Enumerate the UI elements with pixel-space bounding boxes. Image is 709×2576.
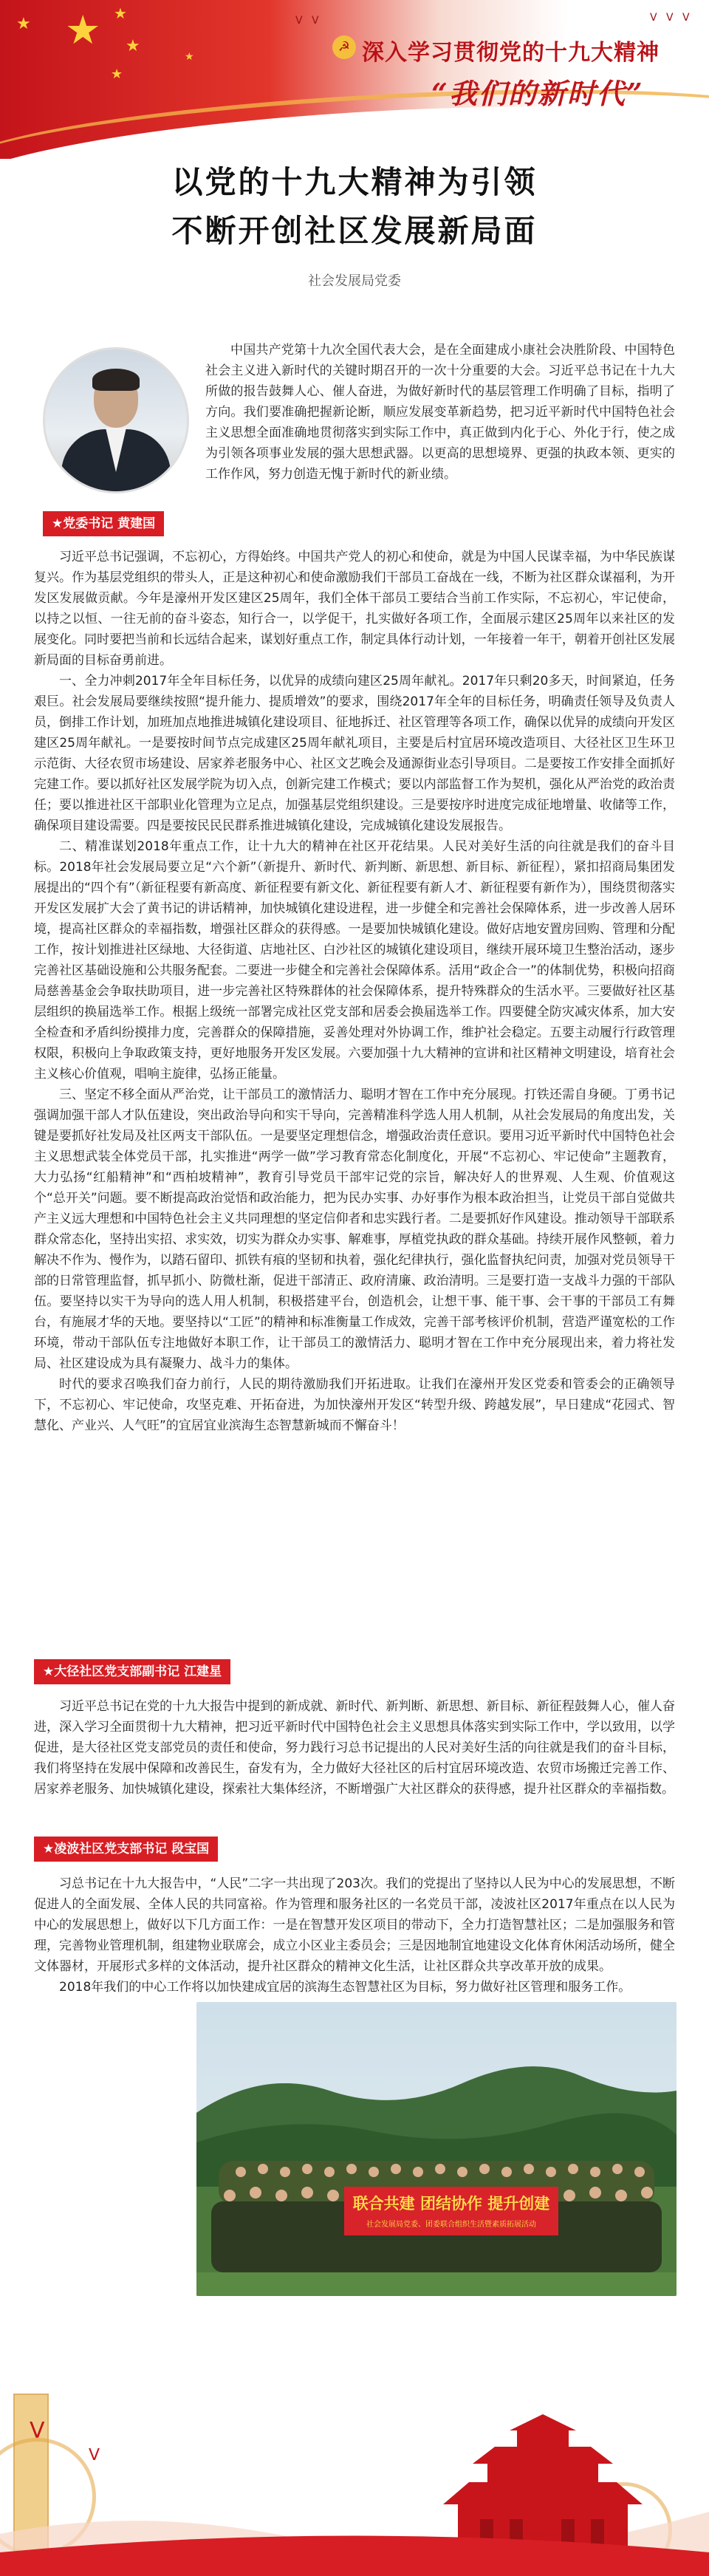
birds-icon: ᐯ bbox=[30, 2418, 45, 2444]
section-tag-dajing: ★大径社区党支部副书记 江建星 bbox=[34, 1659, 230, 1684]
section-1-body bbox=[34, 547, 675, 1436]
star-icon: ★ bbox=[185, 51, 194, 63]
photo-banner-subtext: 社会发展局党委、团委联合组织生活暨素质拓展活动 bbox=[366, 2221, 536, 2229]
flying-birds-icon: ᐯ ᐯ ᐯ bbox=[650, 12, 693, 24]
paragraph: 习近平总书记强调，不忘初心，方得始终。中国共产党人的初心和使命，就是为中国人民谋幸福，为中华民族谋复兴。作为基层党组织的带头人，正是这种初心和使命激励我们干部员工奋战在一线，不断为社区群众谋福利，为开发区发展做贡献。今年是濠州开发区建区25周年，我们全体干部员工要结合当前工作实际，不忘初心，牢记使命，以持之以恒、一往无前的奋斗姿态，知行合一，以学促干，扎实做好各项工作，全面展示建区25周年以来社区的发展变化。同时要把当前和长远结合起来，谋划好重点工作，制定具体行动计划，一年接着一年干，朝着开创社区发展新局面的目标奋勇前进。 bbox=[34, 550, 675, 668]
star-icon: ★ bbox=[16, 15, 31, 33]
banner-title: 深入学习贯彻党的十九大精神 bbox=[362, 40, 660, 66]
paragraph: 三、坚定不移全面从严治党，让干部员工的激情活力、聪明才智在工作中充分展现。打铁还需自身硬。丁勇书记强调加强干部人才队伍建设，突出政治导向和实干导向，完善精准科学选人用人机制，从社会发展局的角度出发，关键是要抓好社发局及社区两支干部队伍。一是要坚定理想信念，增强政治责任意识。要用习近平新时代中国特色社会主义思想武装全体党员干部，扎实推进“两学一做”学习教育常态化制度化，开展“不忘初心、牢记使命”主题教育，大力弘扬“红船精神”和“西柏坡精神”，教育引导党员干部牢记党的宗旨，解决好人的世界观、人生观、价值观这个“总开关”问题。要不断提高政治觉悟和政治能力，把为民办实事、办好事作为根本政治担当，让党员干部自觉做共产主义远大理想和中国特色社会主义共同理想的坚定信仰者和忠实践行者。二是要抓好作风建设。推动领导干部联系群众常态化，坚持出实招、求实效，切实为群众办实事、解难事，厚植党执政的群众基础。持续开展作风整顿，着力解决不作为、慢作为，以踏石留印、抓铁有痕的坚韧和执着，强化纪律执行，强化监督执纪问责，加强对党员领导干部的日常管理监督，抓早抓小、防微杜渐，促进干部清正、政府清廉、政治清明。三是要打造一支战斗力强的干部队伍。要坚持以实干为导向的选人用人机制，积极搭建平台，创造机会，让想干事、能干事、会干事的干部员工有舞台，有施展才华的天地。要坚持以“工匠”的精神和标准衡量工作成效，完善干部考核评价机制，营造严谨宽松的工作环境，带动干部队伍专注地做好本职工作，让干部员工的激情活力、聪明才智在工作中充分展现出来，着力将社发局、社区建设成为具有凝聚力、战斗力的集体。 bbox=[34, 1087, 675, 1371]
article-title-line-1: 以党的十九大精神为引领 bbox=[171, 164, 538, 200]
article-title-line-2: 不断开创社区发展新局面 bbox=[171, 213, 538, 249]
section-3-body bbox=[34, 1873, 675, 1998]
paragraph: 二、精准谋划2018年重点工作，让十九大的精神在社区开花结果。人民对美好生活的向往就是我们的奋斗目标。2018年社会发展局要立足“六个新”（新提升、新时代、新判断、新思想、新目标、新征程），紧扣招商局集团发展提出的“四个有”（新征程要有新高度、新征程要有新文化、新征程要有新人才、新征程要有新作为），围绕贯彻落实开发区发展扩大会了黄书记的讲话精神，加快城镇化建设进程，进一步健全和完善社会保障体系，进一步改善人居环境，提高社区群众的幸福指数，增强社区群众的获得感。一是要加快城镇化建设。做好店地安置房回购、管理和分配工作，按计划推进社区绿地、大径街道、店地社区、白沙社区的城镇化建设项目，继续开展环境卫生整治活动，逐步完善社区基础设施和公共服务配套。二要进一步健全和完善社会保障体系。活用“政企合一”的体制优势，积极向招商局慈善基金会争取扶助项目，进一步完善社区特殊群体的社会保障体系，提升特殊群众的生活水平。三要做好社区基层组织的换届选举工作。根据上级统一部署完成社区党支部和居委会换届选举工作。四要健全防灾减灾体系，加大安全检查和矛盾纠纷摸排力度，完善群众的保障措施，妥善处理对外协调工作，维护社会稳定。五要主动履行行政管理权限，积极向上争取政策支持，更好地服务开发区发展。六要加强十九大精神的宣讲和社区精神文明建设，培育社会主义核心价值观，唱响主旋律，弘扬正能量。 bbox=[34, 839, 675, 1082]
star-icon: ★ bbox=[114, 4, 127, 22]
paragraph: 时代的要求召唤我们奋力前行，人民的期待激励我们开拓进取。让我们在濠州开发区党委和管委会的正确领导下，不忘初心、牢记使命，攻坚克难、开拓奋进，为加快濠州开发区“转型升级、跨越发展”，早日建成“花园式、智慧化、产业兴、人气旺”的宜居宜业滨海生态智慧新城而不懈奋斗！ bbox=[34, 1377, 675, 1433]
flying-birds-icon: ᐯ ᐯ bbox=[295, 15, 322, 27]
section-tag-lingbo: ★凌波社区党支部书记 段宝国 bbox=[34, 1837, 218, 1862]
star-icon: ★ bbox=[65, 7, 101, 53]
party-emblem-icon: ☭ bbox=[332, 35, 356, 59]
banner-subtitle: “我们的新时代” bbox=[431, 77, 644, 110]
group-photo-illustration bbox=[196, 2002, 677, 2296]
paragraph: 一、全力冲刺2017年全年目标任务，以优异的成绩向建区25周年献礼。2017年只剩20多天，时间紧迫，任务艰巨。社会发展局要继续按照“提升能力、提质增效”的要求，围绕2017年全年的目标任务，明确责任领导及负责人员，倒排工作计划，加班加点地推进城镇化建设项目、征地拆迁、社区管理等各项工作，确保以优异的成绩向开发区建区25周年献礼。一是要按时间节点完成建区25周年献礼项目，主要是后村宜居环境改造项目、大径社区卫生环卫示范街、大径农贸市场建设、居家养老服务中心、社区文艺晚会及通源街业态引导项目。二是要按工作安排全面抓好完建工作。要以抓好社区发展学院为切入点，创新完建工作模式；要以内部监督工作为契机，强化从严治党的政治责任；要以推进社区干部职业化管理为立足点，加强基层党组织建设。三是要按序时进度完成征地增量、收储等工作，确保项目建设需要。四是要按民民民群系推进城镇化建设，完成城镇化建设发展报告。 bbox=[34, 674, 675, 833]
temple-silhouette bbox=[0, 2394, 709, 2576]
birds-icon: ᐯ bbox=[89, 2446, 100, 2464]
paragraph: 习近平总书记在党的十九大报告中提到的新成就、新时代、新判断、新思想、新目标、新征程鼓舞人心，催人奋进，深入学习全面贯彻十九大精神，把习近平新时代中国特色社会主义思想具体落实到实际工作中，学以致用，以学促进，是大径社区党支部党员的责任和使命，努力践行习总书记提出的人民对美好生活的向往就是我们的奋斗目标，我们将坚持在发展中保障和改善民生，奋发有为，全力做好大径社区的后村宜居环境改造、农贸市场搬迁完善工作、居家养老服务、加快城镇化建设，探索社大集体经济，不断增强广大社区群众的获得感，提升社区群众的幸福指数。 bbox=[34, 1699, 675, 1797]
section-2-body bbox=[34, 1696, 675, 1800]
article-author: 社会发展局党委 bbox=[308, 273, 401, 289]
photo-banner-text: 联合共建 团结协作 提升创建 bbox=[352, 2195, 550, 2213]
star-icon: ★ bbox=[126, 37, 140, 55]
paragraph: 习总书记在十九大报告中，“人民”二字一共出现了203次。我们的党提出了坚持以人民为中心的发展思想，不断促进人的全面发展、全体人民的共同富裕。作为管理和服务社区的一名党员干部，凌波社区2017年重点在以人民为中心的发展思想上，做好以下几方面工作：一是在智慧开发区项目的带动下，全力打造智慧社区；二是加强服务和管理，完善物业管理机制，组建物业联席会，成立小区业主委员会；三是因地制宜地建设文化体育休闲活动场所，健全文体器材，开展形式多样的文体活动，提升社区群众的精神文化生活，让社区群众共享改革开放的成果。 bbox=[34, 1876, 675, 1974]
bottom-decoration bbox=[0, 2394, 709, 2576]
paragraph: 中国共产党第十九次全国代表大会，是在全面建成小康社会决胜阶段、中国特色社会主义进入新时代的关键时期召开的一次十分重要的大会。习近平总书记在十九大所做的报告鼓舞人心、催人奋进，为做好新时代的基层管理工作明确了目标，指明了方向。我们要准确把握新论断，顺应发展变革新趋势，把习近平新时代中国特色社会主义思想全面准确地贯彻落实到实际工作中，真正做到内化于心、外化于行，使之成为引领各项事业发展的强大思想武器。以更高的思想境界、更强的执政本领、更实的工作作风，努力创造无愧于新时代的新业绩。 bbox=[205, 343, 675, 482]
group-photo bbox=[196, 2002, 677, 2296]
paragraph: 2018年我们的中心工作将以加快建成宜居的滨海生态智慧社区为目标，努力做好社区管理和服务工作。 bbox=[59, 1980, 631, 1995]
star-icon: ★ bbox=[111, 66, 123, 82]
portrait-photo bbox=[43, 347, 189, 493]
header-banner bbox=[0, 0, 709, 159]
section-tag-party-secretary: ★党委书记 黄建国 bbox=[43, 511, 164, 536]
intro-paragraph bbox=[205, 340, 675, 485]
